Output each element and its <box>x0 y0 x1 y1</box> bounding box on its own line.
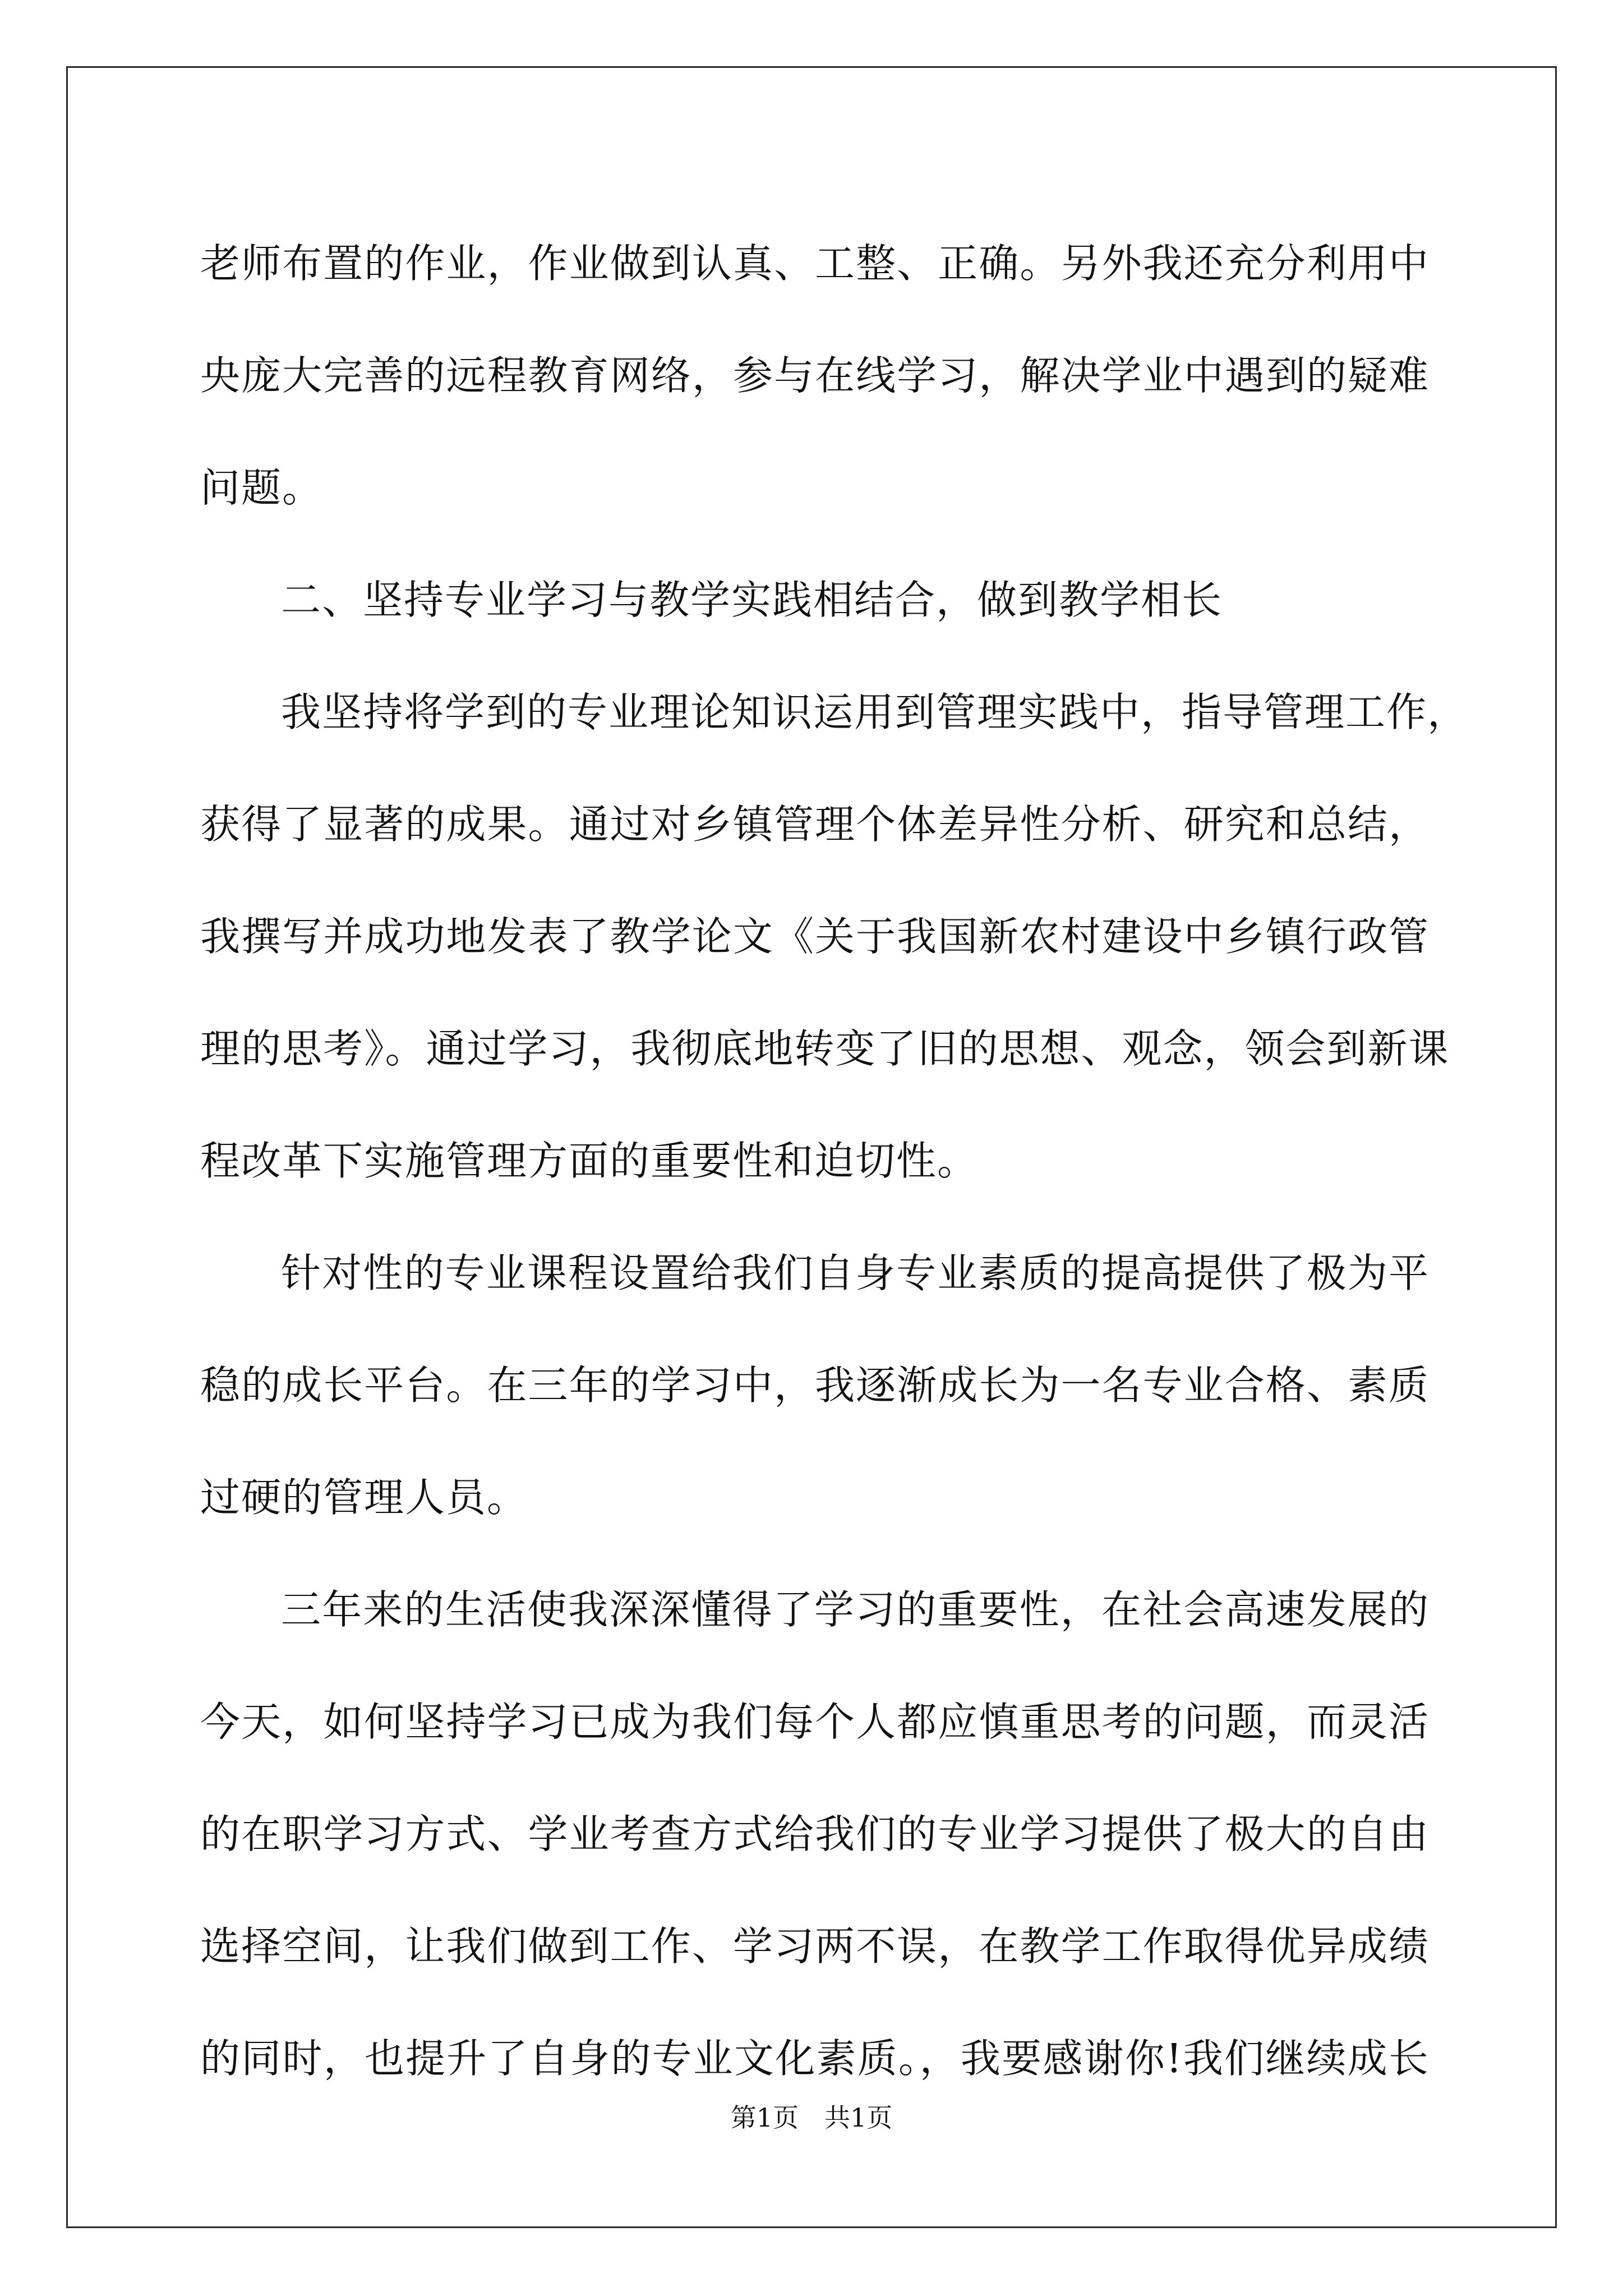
text-line: 问题。 <box>200 464 324 511</box>
text-line: 的在职学习方式、学业考查方式给我们的专业学习提供了极大的自由 <box>200 1811 1430 1857</box>
text-line: 三年来的生活使我深深懂得了学习的重要性，在社会高速发展的 <box>281 1586 1430 1633</box>
text-line: 老师布置的作业，作业做到认真、工整、正确。另外我还充分利用中 <box>200 240 1430 287</box>
text-line: 选择空间，让我们做到工作、学习两不误，在教学工作取得优异成绩 <box>200 1923 1430 1970</box>
text-line: 我撰写并成功地发表了教学论文《关于我国新农村建设中乡镇行政管 <box>200 913 1430 960</box>
text-line: 的同时，也提升了自身的专业文化素质。，我要感谢你!我们继续成长 <box>200 2035 1430 2082</box>
text-line: 获得了显著的成果。通过对乡镇管理个体差异性分析、研究和总结， <box>200 801 1430 848</box>
document-body <box>200 208 1469 2115</box>
text-line: 过硬的管理人员。 <box>200 1474 528 1521</box>
text-line: 针对性的专业课程设置给我们自身专业素质的提高提供了极为平 <box>281 1250 1430 1296</box>
text-line: 央庞大完善的远程教育网络，参与在线学习，解决学业中遇到的疑难 <box>200 352 1430 399</box>
text-line: 程改革下实施管理方面的重要性和迫切性。 <box>200 1138 979 1184</box>
text-line: 我坚持将学到的专业理论知识运用到管理实践中，指导管理工作， <box>281 689 1469 735</box>
text-line: 理的思考》。通过学习，我彻底地转变了旧的思想、观念，领会到新课 <box>200 1025 1450 1072</box>
text-line: 稳的成长平台。在三年的学习中，我逐渐成长为一名专业合格、素质 <box>200 1362 1430 1409</box>
section-heading: 二、坚持专业学习与教学实践相结合，做到教学相长 <box>281 577 1223 623</box>
text-line: 今天，如何坚持学习已成为我们每个人都应慎重思考的问题，而灵活 <box>200 1699 1430 1745</box>
page-number-footer: 第1页 共1页 <box>730 2102 893 2133</box>
